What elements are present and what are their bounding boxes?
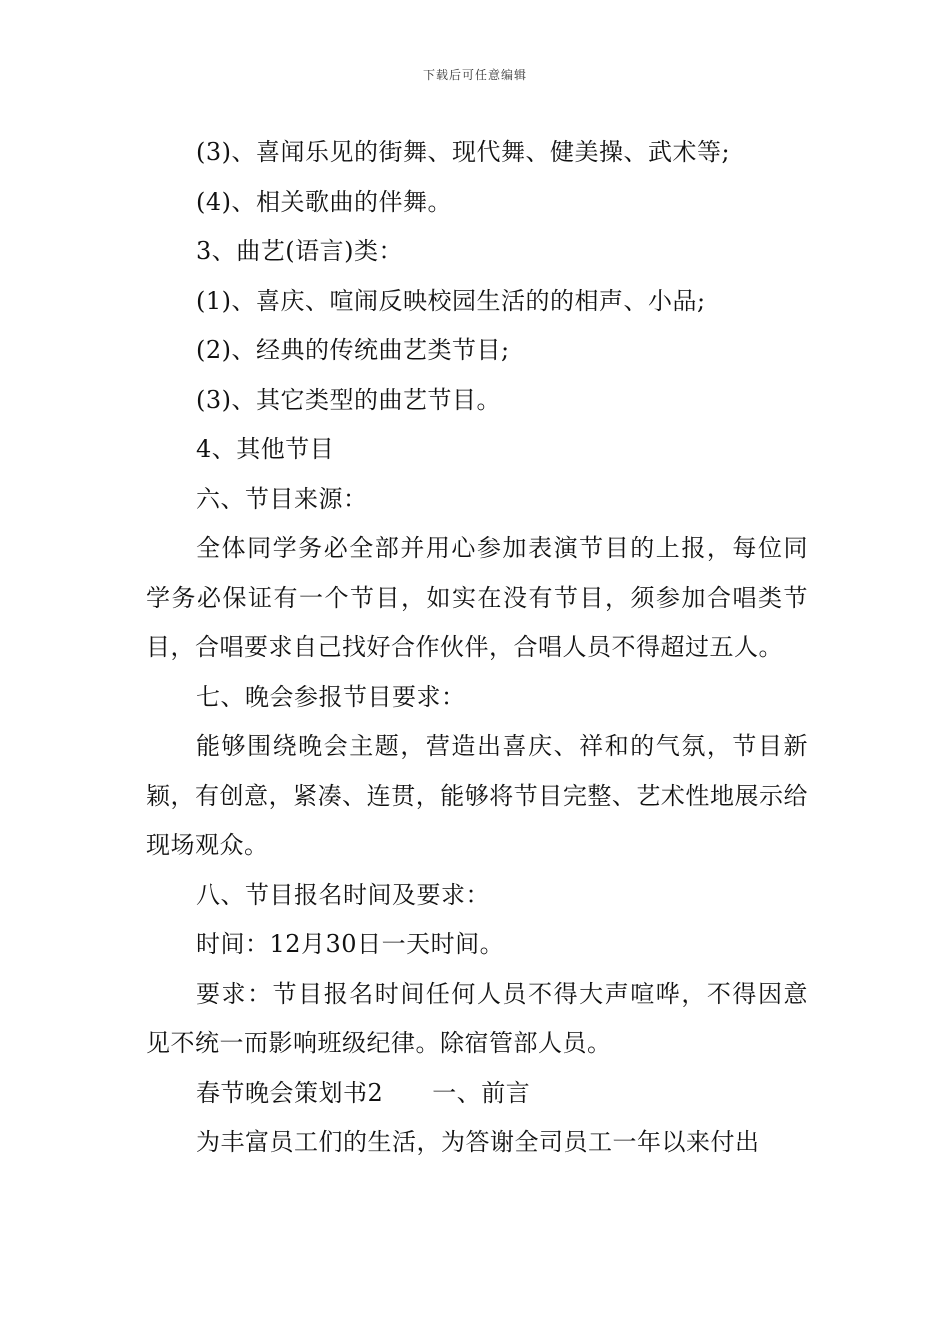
paragraph: (2)、经典的传统曲艺类节目; bbox=[196, 336, 510, 364]
paragraph: 全体同学务必全部并用心参加表演节目的上报，每位同学务必保证有一个节目，如实在没有节目，须参加合唱类节目，合唱要求自己找好合作伙伴，合唱人员不得超过五人。 bbox=[146, 534, 808, 661]
paragraph: 时间：12月30日一天时间。 bbox=[196, 930, 505, 958]
paragraph: (3)、喜闻乐见的街舞、现代舞、健美操、武术等; bbox=[196, 138, 731, 166]
section-heading: 六、节目来源： bbox=[196, 484, 368, 513]
paragraph: (3)、其它类型的曲艺节目。 bbox=[196, 385, 501, 414]
paragraph: 能够围绕晚会主题，营造出喜庆、祥和的气氛，节目新颖，有创意，紧凑、连贯，能够将节目完整、艺术性地展示给现场观众。 bbox=[146, 732, 808, 859]
paragraph: 3、曲艺(语言)类： bbox=[196, 237, 403, 265]
paragraph: 要求：节目报名时间任何人员不得大声喧哗，不得因意见不统一而影响班级纪律。除宿管部人员。 bbox=[146, 979, 808, 1057]
paragraph: 为丰富员工们的生活，为答谢全司员工一年以来付出 bbox=[196, 1128, 760, 1156]
document-body bbox=[146, 128, 808, 1168]
page-header: 下载后可任意编辑 bbox=[422, 68, 527, 82]
paragraph: (4)、相关歌曲的伴舞。 bbox=[196, 187, 452, 216]
paragraph: (1)、喜庆、喧闹反映校园生活的的相声、小品; bbox=[196, 286, 706, 315]
section-heading: 春节晚会策划书2 一、前言 bbox=[196, 1078, 531, 1107]
section-heading: 八、节目报名时间及要求： bbox=[196, 880, 490, 909]
section-heading: 七、晚会参报节目要求： bbox=[196, 682, 466, 711]
paragraph: 4、其他节目 bbox=[196, 435, 335, 463]
